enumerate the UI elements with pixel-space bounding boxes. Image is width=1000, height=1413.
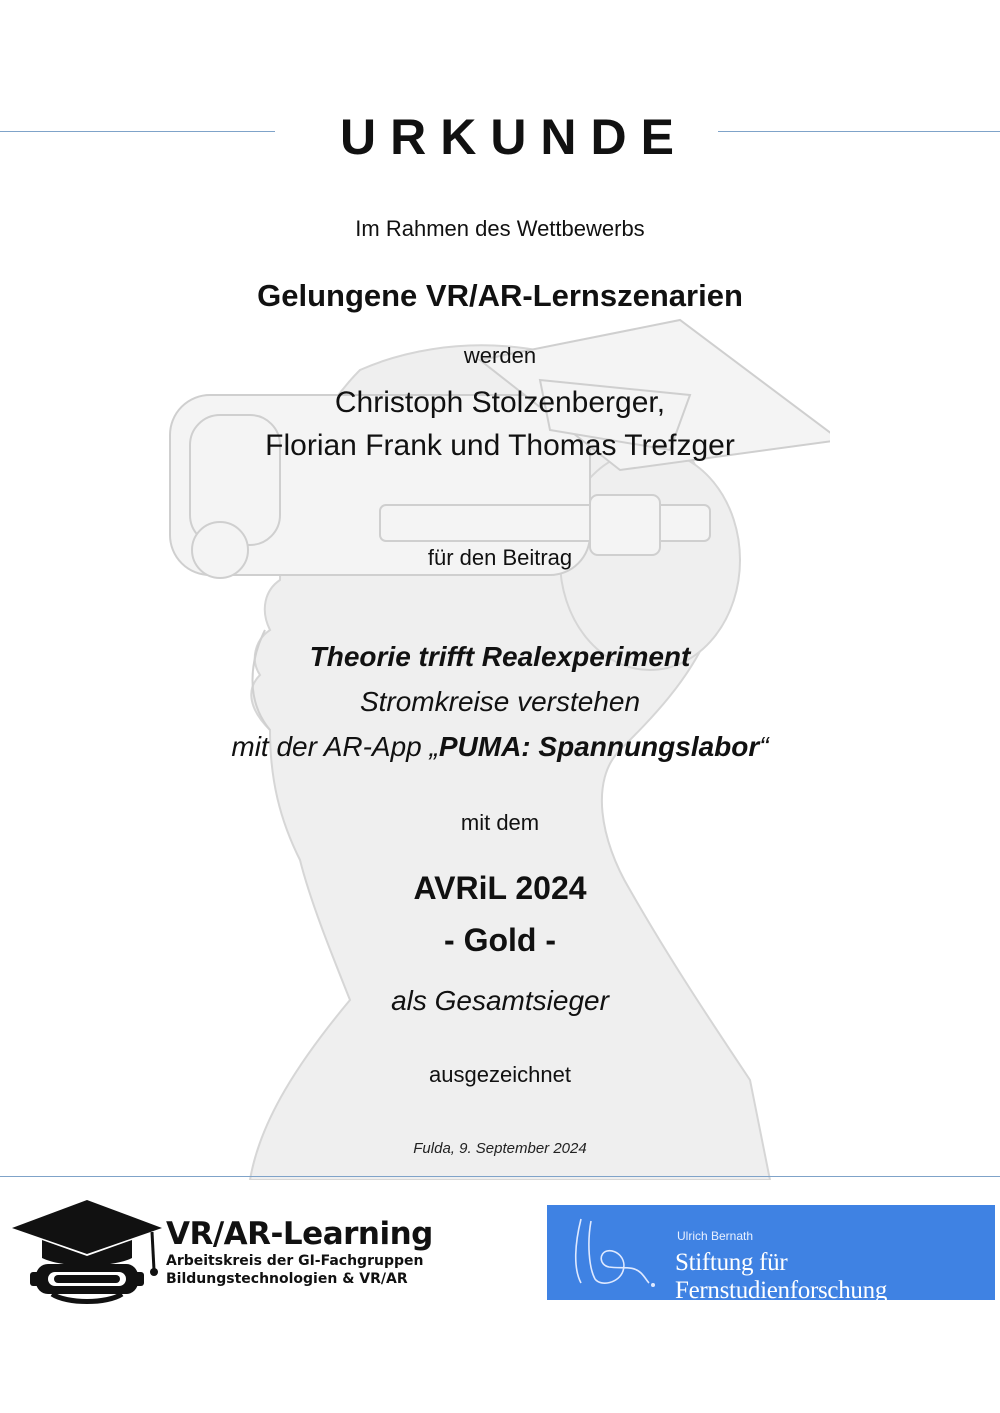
competition-name: Gelungene VR/AR-Lernszenarien [257,278,743,313]
vr-ar-learning-subtitle2: Bildungstechnologien & VR/AR [166,1271,408,1287]
award-category: als Gesamtsieger [391,985,609,1016]
contribution-subtitle-line2 [0,731,1000,763]
vr-ar-learning-subtitle1: Arbeitskreis der GI-Fachgruppen [166,1253,424,1269]
verb-werden: werden [463,343,537,368]
signature-monogram-icon [561,1213,661,1293]
recipient-names-line1: Christoph Stolzenberger, [334,386,666,419]
place-date: Fulda, 9. September 2024 [413,1140,587,1157]
subtitle-prefix: mit der AR-App „ [231,731,439,762]
award-name: AVRiL 2024 [413,870,587,906]
sponsor-logo [547,1205,995,1304]
vr-ar-learning-title: VR/AR-Learning [166,1216,433,1252]
award-intro: mit dem [460,810,540,835]
graduation-cap-vr-headset-icon [12,1198,162,1306]
footer-rule [0,1176,1000,1177]
app-name: PUMA: Spannungslabor [438,731,760,762]
subtitle-suffix: “ [759,731,769,762]
award-level: - Gold - [444,922,556,958]
vr-ar-learning-logo [166,1216,433,1288]
award-verb: ausgezeichnet [429,1062,571,1087]
contribution-subtitle-line1: Stromkreise verstehen [359,686,641,717]
competition-intro: Im Rahmen des Wettbewerbs [355,216,645,241]
contribution-intro: für den Beitrag [427,545,573,570]
sponsor-name: Stiftung für Fernstudienforschung [675,1249,888,1304]
sponsor-founder: Ulrich Bernath [677,1229,754,1243]
contribution-title: Theorie trifft Realexperiment [309,641,691,672]
recipient-names-line2: Florian Frank und Thomas Trefzger [265,429,735,462]
certificate-title: URKUNDE [340,109,688,165]
